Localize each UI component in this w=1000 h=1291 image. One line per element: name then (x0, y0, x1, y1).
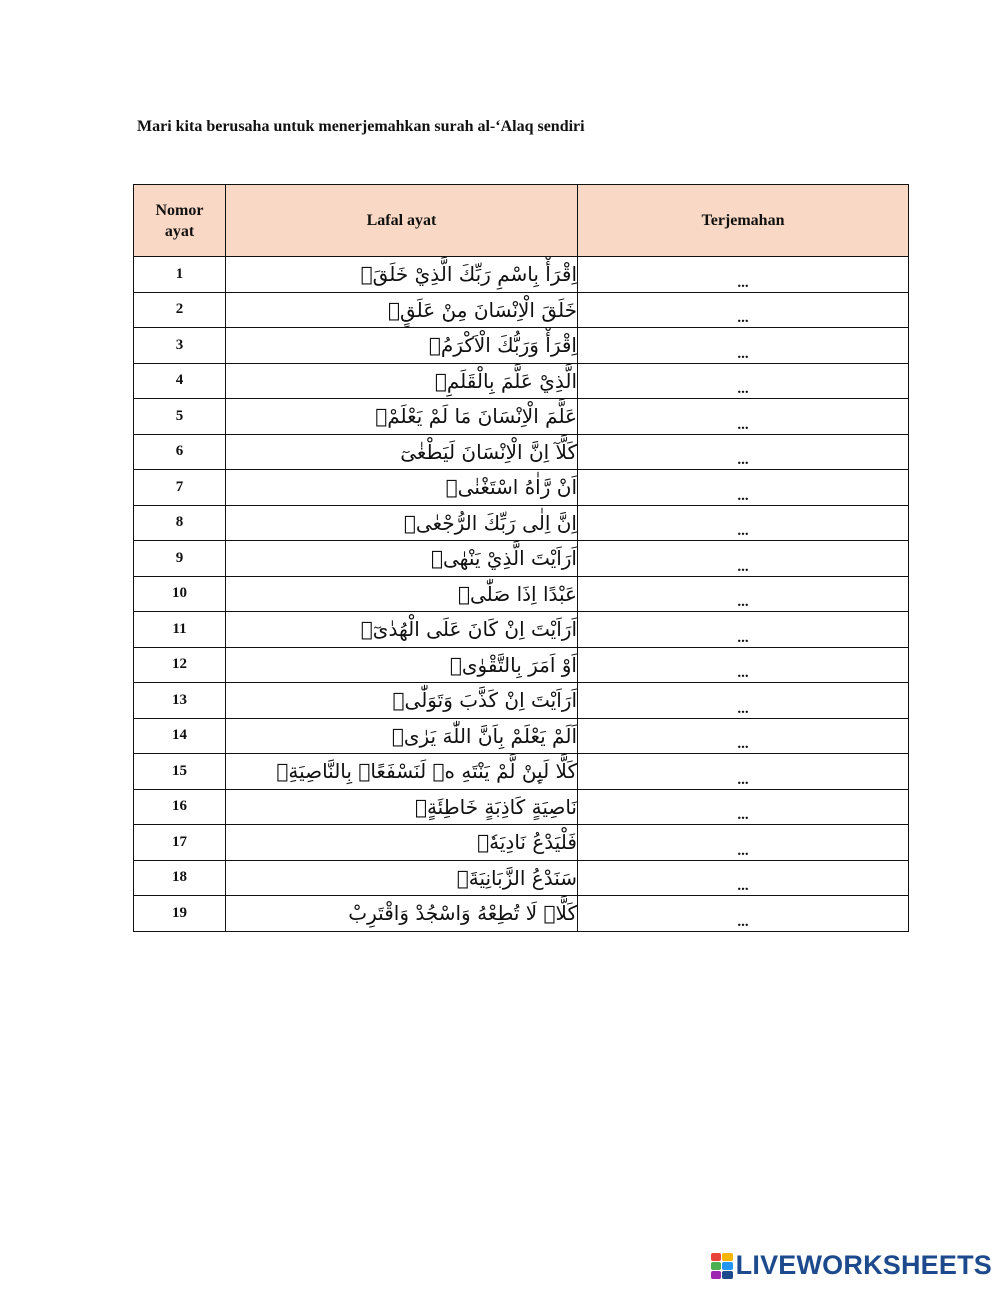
ayat-number-cell: 7 (134, 470, 226, 506)
table-row (134, 470, 909, 506)
ayat-number-cell: 19 (134, 896, 226, 932)
table-row (134, 754, 909, 790)
ayat-number-cell: 16 (134, 789, 226, 825)
ayat-number-cell: 18 (134, 860, 226, 896)
terjemahan-answer-cell[interactable]: ... (578, 683, 909, 719)
header-nomor-line2: ayat (164, 222, 195, 240)
terjemahan-answer-cell[interactable]: ... (578, 789, 909, 825)
lafal-ayat-cell: سَنَدْعُ الزَّبَانِيَةَۙ (226, 860, 578, 896)
ayat-number-cell: 4 (134, 363, 226, 399)
table-row (134, 647, 909, 683)
lafal-ayat-cell: كَلَّا لَىِٕنْ لَّمْ يَنْتَهِ ەۙ لَنَسْفَعًاۢ بِالنَّاصِيَةِۙ (226, 754, 578, 790)
header-nomor-line1: Nomor (155, 201, 204, 219)
logo-square (711, 1262, 722, 1270)
terjemahan-answer-cell[interactable]: ... (578, 754, 909, 790)
table-header-row (134, 185, 909, 257)
terjemahan-answer-cell[interactable]: ... (578, 257, 909, 293)
lafal-ayat-cell: عَبْدًا اِذَا صَلّٰىۗ (226, 576, 578, 612)
lafal-ayat-cell: اِنَّ اِلٰى رَبِّكَ الرُّجْعٰىۗ (226, 505, 578, 541)
header-terjemahan: Terjemahan (578, 185, 909, 257)
lafal-ayat-cell: الَّذِيْ عَلَّمَ بِالْقَلَمِۙ (226, 363, 578, 399)
table-row (134, 399, 909, 435)
lafal-ayat-cell: كَلَّآ اِنَّ الْاِنْسَانَ لَيَطْغٰىٓ (226, 434, 578, 470)
ayat-number-cell: 6 (134, 434, 226, 470)
lafal-ayat-cell: اِقْرَأْ بِاسْمِ رَبِّكَ الَّذِيْ خَلَقَۚ (226, 257, 578, 293)
lafal-ayat-cell: اَنْ رَّاٰهُ اسْتَغْنٰىۗ (226, 470, 578, 506)
terjemahan-answer-cell[interactable]: ... (578, 896, 909, 932)
ayat-number-cell: 10 (134, 576, 226, 612)
lafal-ayat-cell: اَوْ اَمَرَ بِالتَّقْوٰىۗ (226, 647, 578, 683)
ayat-number-cell: 13 (134, 683, 226, 719)
lafal-ayat-cell: اَرَاَيْتَ اِنْ كَانَ عَلَى الْهُدٰىٓۙ (226, 612, 578, 648)
terjemahan-answer-cell[interactable]: ... (578, 363, 909, 399)
table-row (134, 789, 909, 825)
ayat-number-cell: 12 (134, 647, 226, 683)
ayat-number-cell: 1 (134, 257, 226, 293)
table-row (134, 505, 909, 541)
table-row (134, 576, 909, 612)
terjemahan-answer-cell[interactable]: ... (578, 505, 909, 541)
ayat-number-cell: 8 (134, 505, 226, 541)
terjemahan-answer-cell[interactable]: ... (578, 399, 909, 435)
terjemahan-answer-cell[interactable]: ... (578, 647, 909, 683)
logo-square (722, 1253, 733, 1261)
lafal-ayat-cell: اَرَاَيْتَ الَّذِيْ يَنْهٰىۙ (226, 541, 578, 577)
terjemahan-answer-cell[interactable]: ... (578, 576, 909, 612)
terjemahan-answer-cell[interactable]: ... (578, 292, 909, 328)
ayat-number-cell: 15 (134, 754, 226, 790)
logo-text: LIVEWORKSHEETS (735, 1250, 992, 1280)
ayat-number-cell: 3 (134, 328, 226, 364)
lafal-ayat-cell: اَلَمْ يَعْلَمْ بِاَنَّ اللّٰهَ يَرٰىۗ (226, 718, 578, 754)
logo-square (722, 1271, 733, 1279)
logo-square (711, 1271, 722, 1279)
ayat-table (133, 184, 909, 932)
lafal-ayat-cell: اَرَاَيْتَ اِنْ كَذَّبَ وَتَوَلّٰىۗ (226, 683, 578, 719)
table-row (134, 363, 909, 399)
liveworksheets-logo-icon (711, 1253, 733, 1279)
terjemahan-answer-cell[interactable]: ... (578, 718, 909, 754)
terjemahan-answer-cell[interactable]: ... (578, 470, 909, 506)
lafal-ayat-cell: كَلَّاۗ لَا تُطِعْهُ وَاسْجُدْ وَاقْتَرِبْ (226, 896, 578, 932)
table-row (134, 896, 909, 932)
table-row (134, 683, 909, 719)
ayat-number-cell: 11 (134, 612, 226, 648)
lafal-ayat-cell: عَلَّمَ الْاِنْسَانَ مَا لَمْ يَعْلَمْۗ (226, 399, 578, 435)
lafal-ayat-cell: خَلَقَ الْاِنْسَانَ مِنْ عَلَقٍۚ (226, 292, 578, 328)
table-row (134, 718, 909, 754)
header-nomor-ayat (134, 185, 226, 257)
header-lafal-ayat: Lafal ayat (226, 185, 578, 257)
ayat-number-cell: 5 (134, 399, 226, 435)
table-row (134, 541, 909, 577)
ayat-number-cell: 9 (134, 541, 226, 577)
logo-square (711, 1253, 722, 1261)
table-row (134, 860, 909, 896)
lafal-ayat-cell: نَاصِيَةٍ كَاذِبَةٍ خَاطِئَةٍۚ (226, 789, 578, 825)
terjemahan-answer-cell[interactable]: ... (578, 541, 909, 577)
page-title: Mari kita berusaha untuk menerjemahkan surah al-‘Alaq sendiri (137, 118, 585, 135)
table-row (134, 292, 909, 328)
terjemahan-answer-cell[interactable]: ... (578, 434, 909, 470)
terjemahan-answer-cell[interactable]: ... (578, 328, 909, 364)
lafal-ayat-cell: فَلْيَدْعُ نَادِيَهٗۙ (226, 825, 578, 861)
table-row (134, 825, 909, 861)
terjemahan-answer-cell[interactable]: ... (578, 860, 909, 896)
table-row (134, 612, 909, 648)
logo-square (722, 1262, 733, 1270)
liveworksheets-logo (711, 1250, 992, 1281)
table-row (134, 257, 909, 293)
ayat-number-cell: 14 (134, 718, 226, 754)
terjemahan-answer-cell[interactable]: ... (578, 825, 909, 861)
terjemahan-answer-cell[interactable]: ... (578, 612, 909, 648)
table-row (134, 434, 909, 470)
ayat-number-cell: 2 (134, 292, 226, 328)
lafal-ayat-cell: اِقْرَأْ وَرَبُّكَ الْاَكْرَمُۙ (226, 328, 578, 364)
table-row (134, 328, 909, 364)
ayat-number-cell: 17 (134, 825, 226, 861)
